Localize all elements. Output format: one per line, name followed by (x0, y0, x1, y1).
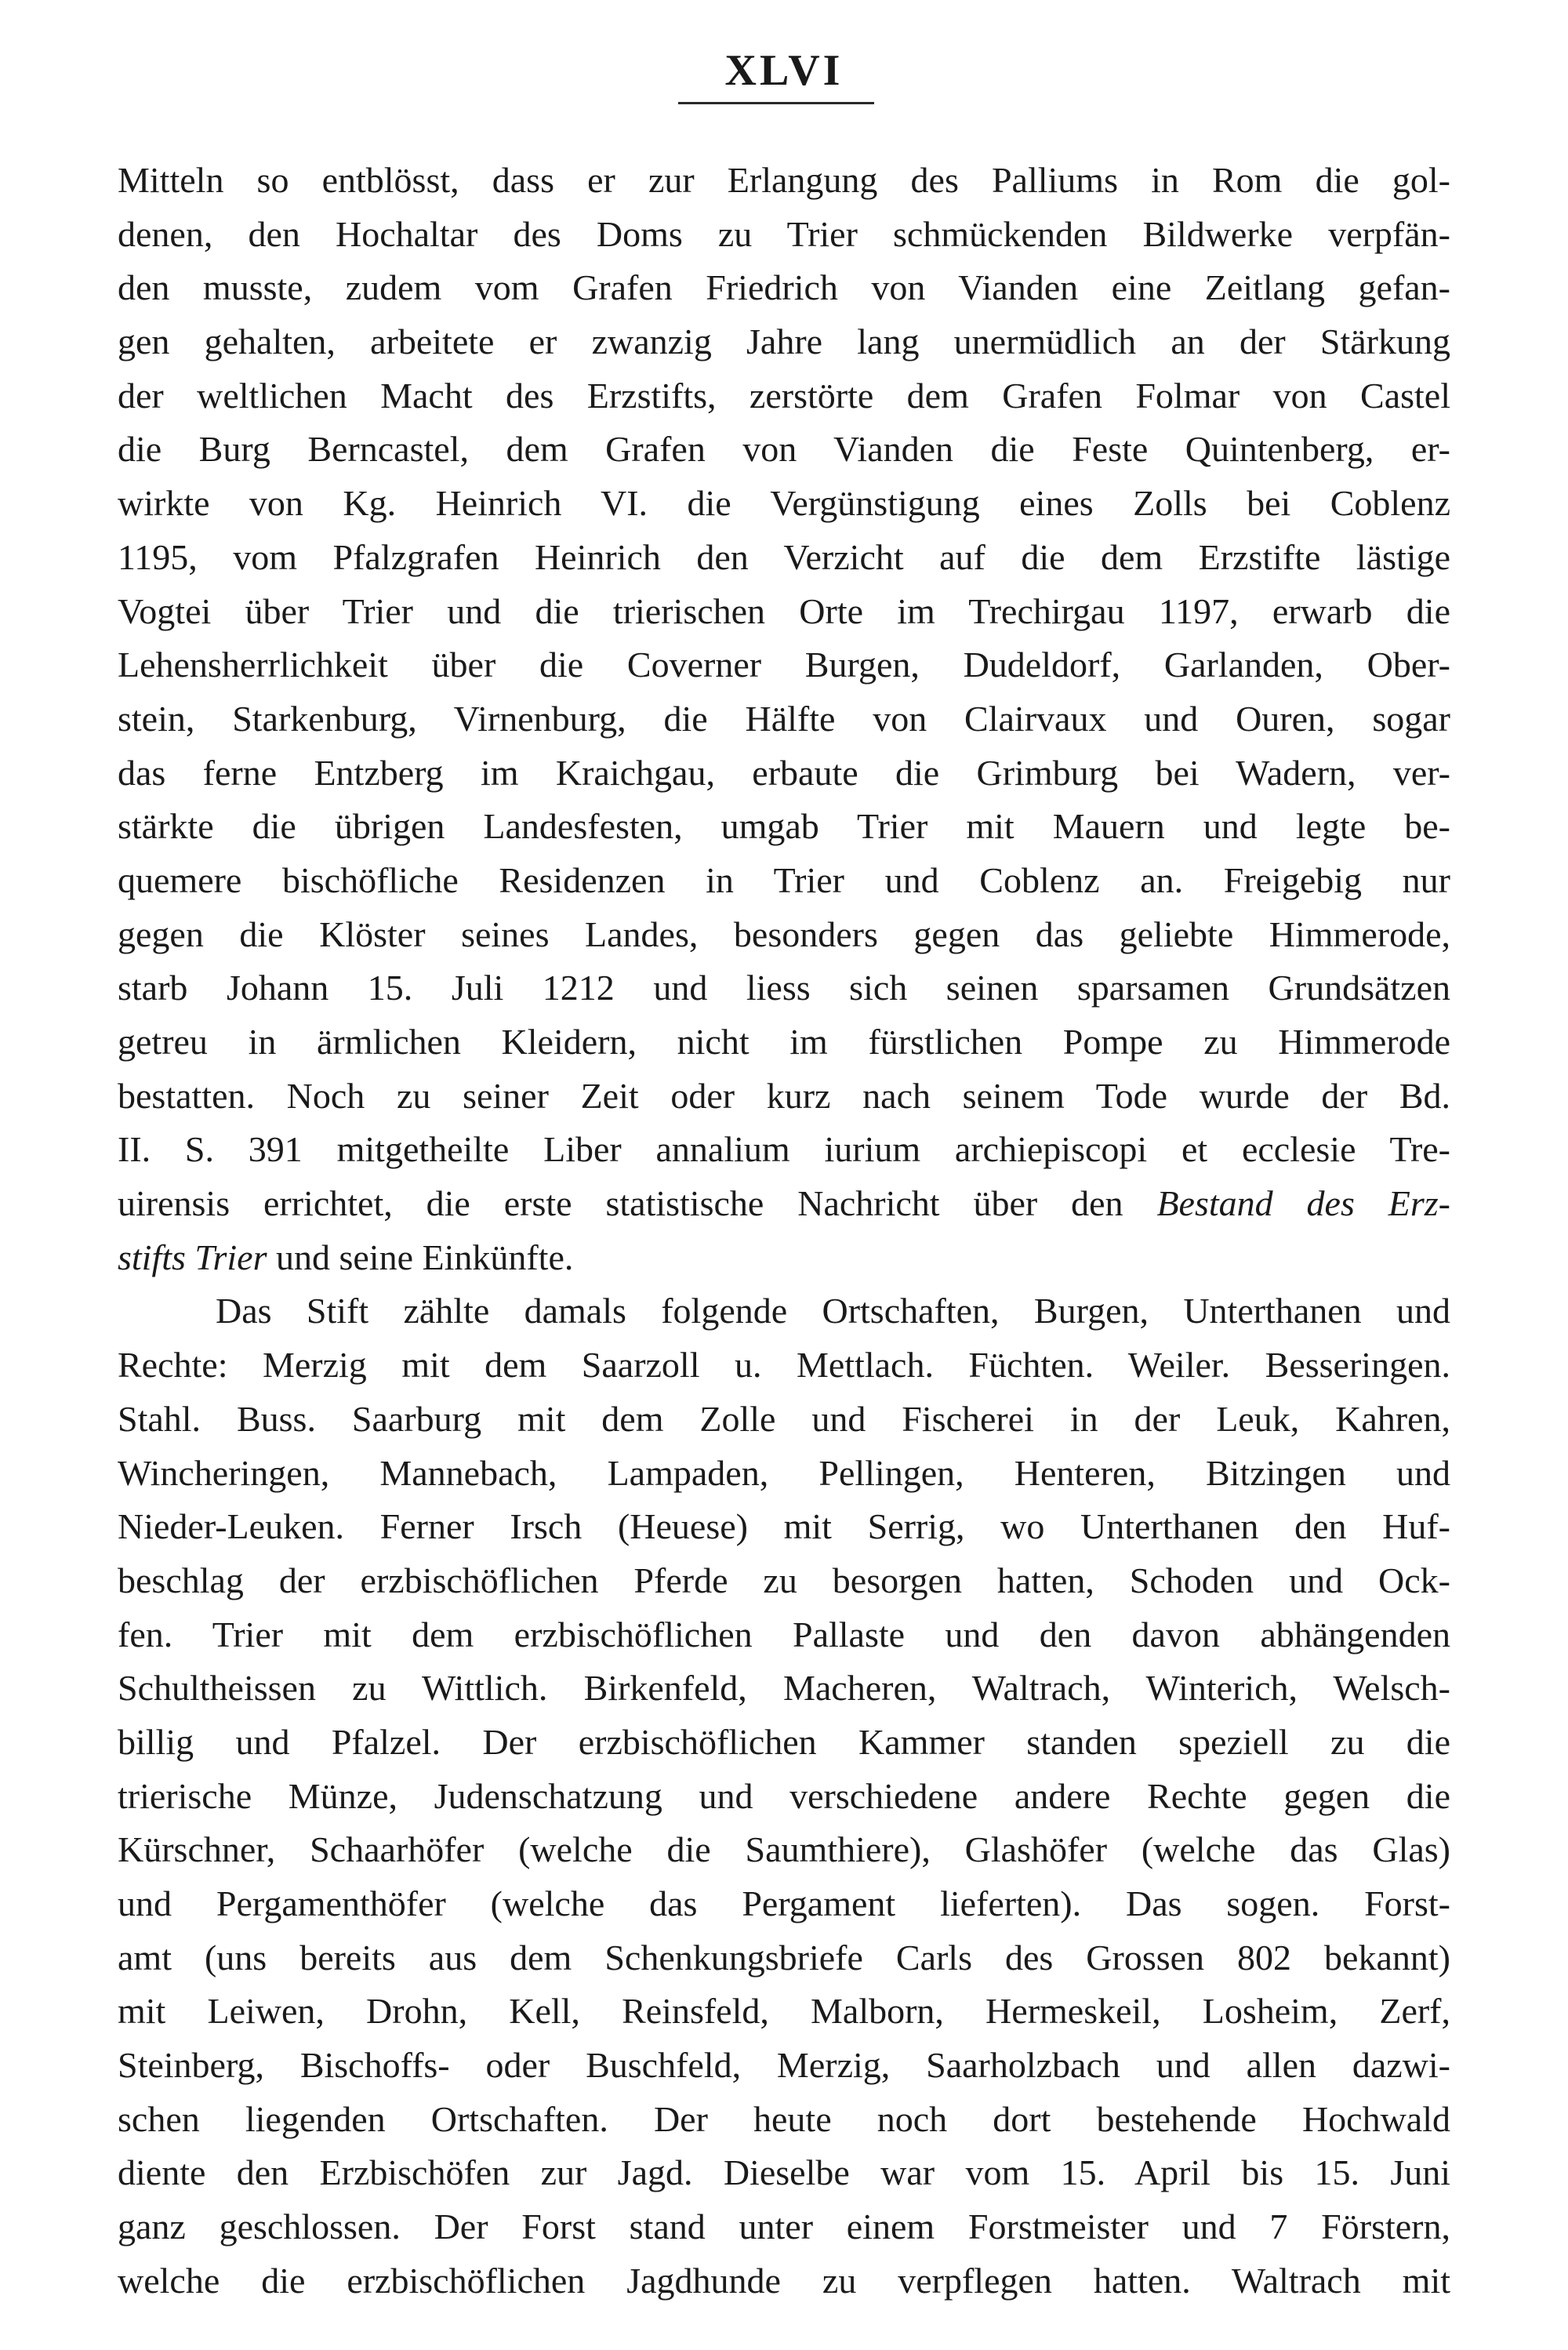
text-line: gegen die Klöster seines Landes, besonders gegen das geliebte Himmerode, (118, 913, 1450, 954)
text-line: welche die erzbischöflichen Jagdhunde zu verpflegen hatten. Waltrach mit (118, 2260, 1450, 2301)
text-line: trierische Münze, Judenschatzung und verschiedene andere Rechte gegen die (118, 1775, 1450, 1816)
page-number: XLVI (724, 46, 844, 95)
text-line: getreu in ärmlichen Kleidern, nicht im fürstlichen Pompe zu Himmerode (118, 1022, 1450, 1062)
text-line: den musste, zudem vom Grafen Friedrich von Vianden eine Zeitlang gefan- (118, 267, 1450, 308)
text-line: denen, den Hochaltar des Doms zu Trier schmückenden Bildwerke verpfän- (118, 213, 1450, 254)
text-line: Mitteln so entblösst, dass er zur Erlangung des Palliums in Rom die gol- (118, 160, 1450, 200)
text-line: gen gehalten, arbeitete er zwanzig Jahre lang unermüdlich an der Stärkung (118, 321, 1450, 362)
text-line: stein, Starkenburg, Virnenburg, die Hälfte von Clairvaux und Ouren, sogar (118, 698, 1450, 739)
text-line: schen liegenden Ortschaften. Der heute noch dort bestehende Hochwald (118, 2098, 1450, 2139)
text-line: Schultheissen zu Wittlich. Birkenfeld, Macheren, Waltrach, Winterich, Welsch- (118, 1668, 1450, 1709)
text-line: 1195, vom Pfalzgrafen Heinrich den Verzicht auf die dem Erzstifte lästige (118, 536, 1450, 577)
header-rule (678, 102, 874, 104)
text-line: beschlag der erzbischöflichen Pferde zu besorgen hatten, Schoden und Ock- (118, 1560, 1450, 1600)
text-line: die Burg Berncastel, dem Grafen von Vianden die Feste Quintenberg, er- (118, 429, 1450, 470)
text-run: uirensis errichtet, die erste statistische Nachricht über den (118, 1183, 1123, 1224)
text-line (118, 1231, 1450, 1285)
text-line: Vogtei über Trier und die trierischen Orte im Trechirgau 1197, erwarb die (118, 590, 1450, 631)
text-line: stärkte die übrigen Landesfesten, umgab Trier mit Mauern und legte be- (118, 806, 1450, 847)
text-line: das ferne Entzberg im Kraichgau, erbaute die Grimburg bei Wadern, ver- (118, 752, 1450, 793)
text-line: billig und Pfalzel. Der erzbischöflichen Kammer standen speziell zu die (118, 1721, 1450, 1762)
italic-title: stifts Trier (118, 1237, 267, 1277)
text-line: mit Leiwen, Drohn, Kell, Reinsfeld, Malborn, Hermeskeil, Losheim, Zerf, (118, 1991, 1450, 2032)
italic-title: Bestand des Erz- (1156, 1183, 1450, 1224)
body-text (118, 154, 1450, 2308)
text-line: und Pergamenthöfer (welche das Pergament lieferten). Das sogen. Forst- (118, 1883, 1450, 1923)
text-line: Steinberg, Bischoffs- oder Buschfeld, Merzig, Saarholzbach und allen dazwi- (118, 2045, 1450, 2086)
text-line: starb Johann 15. Juli 1212 und liess sich seinen sparsamen Grundsätzen (118, 968, 1450, 1008)
text-line: II. S. 391 mitgetheilte Liber annalium iurium archiepiscopi et ecclesie Tre- (118, 1129, 1450, 1170)
text-line: Lehensherrlichkeit über die Coverner Burgen, Dudeldorf, Garlanden, Ober- (118, 645, 1450, 685)
text-line: fen. Trier mit dem erzbischöflichen Pallaste und den davon abhängenden (118, 1614, 1450, 1654)
text-line: ganz geschlossen. Der Forst stand unter einem Forstmeister und 7 Förstern, (118, 2207, 1450, 2247)
text-line: wirkte von Kg. Heinrich VI. die Vergünstigung eines Zolls bei Coblenz (118, 483, 1450, 524)
text-line: bestatten. Noch zu seiner Zeit oder kurz nach seinem Tode wurde der Bd. (118, 1075, 1450, 1116)
text-line: Rechte: Merzig mit dem Saarzoll u. Mettlach. Füchten. Weiler. Besseringen. (118, 1345, 1450, 1386)
text-line: Wincheringen, Mannebach, Lampaden, Pellingen, Henteren, Bitzingen und (118, 1452, 1450, 1493)
text-line: Kürschner, Schaarhöfer (welche die Saumthiere), Glashöfer (welche das Glas) (118, 1829, 1450, 1870)
text-line (118, 1177, 1450, 1231)
text-line: Nieder-Leuken. Ferner Irsch (Heuese) mit Serrig, wo Unterthanen den Huf- (118, 1506, 1450, 1547)
text-line: Das Stift zählte damals folgende Ortschaften, Burgen, Unterthanen und (216, 1291, 1450, 1331)
text-line: quemere bischöfliche Residenzen in Trier und Coblenz an. Freigebig nur (118, 859, 1450, 900)
text-line: Stahl. Buss. Saarburg mit dem Zolle und Fischerei in der Leuk, Kahren, (118, 1398, 1450, 1439)
text-run: und seine Einkünfte. (275, 1237, 574, 1277)
text-line: der weltlichen Macht des Erzstifts, zerstörte dem Grafen Folmar von Castel (118, 375, 1450, 416)
text-line: diente den Erzbischöfen zur Jagd. Dieselbe war vom 15. April bis 15. Juni (118, 2152, 1450, 2193)
text-line: amt (uns bereits aus dem Schenkungsbriefe Carls des Grossen 802 bekannt) (118, 1937, 1450, 1978)
